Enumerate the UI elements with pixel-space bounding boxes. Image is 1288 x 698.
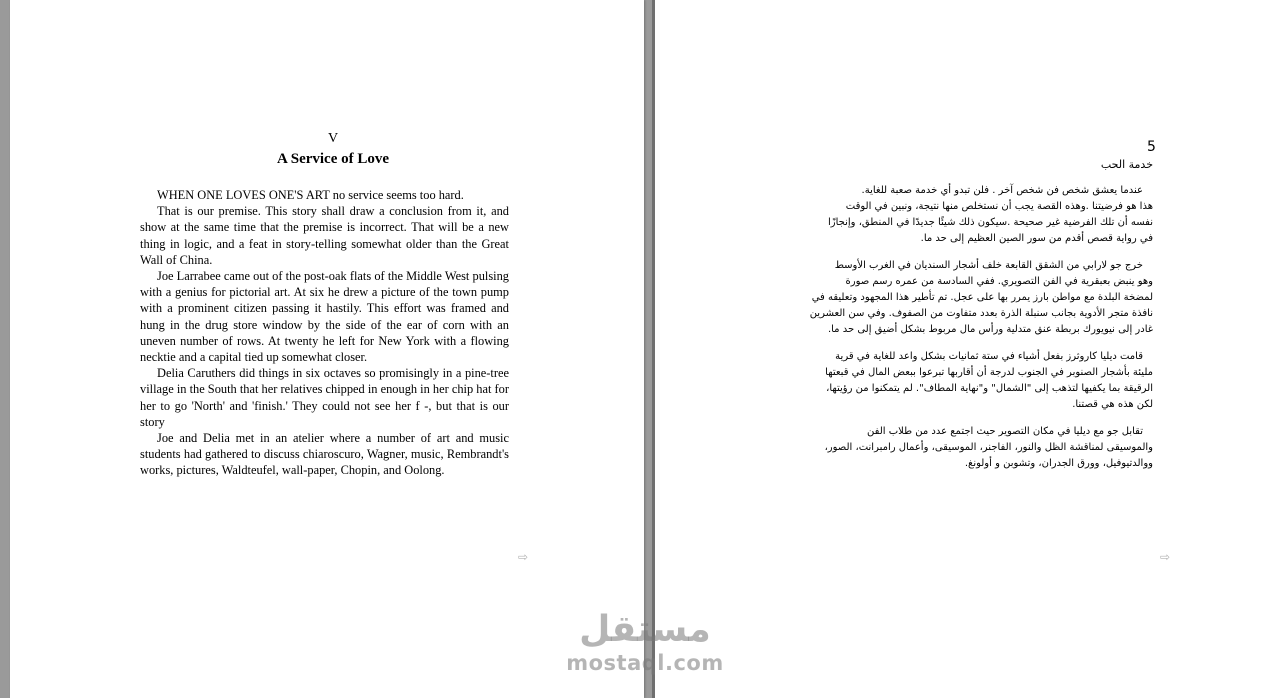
- arabic-line: مليئة بأشجار الصنوبر في الجنوب لدرجة أن أقاربها تبرعوا ببعض المال في قبعتها: [825, 367, 1153, 378]
- arabic-line: لمضخة البلدة مع مواطن بارز يمرر بها على عجل. تم تأطير هذا المجهود وتعليقه في: [811, 292, 1153, 303]
- page-number: 5: [1147, 139, 1156, 155]
- paragraph-mark-icon: ⇨: [518, 550, 529, 564]
- arabic-line: تقابل جو مع ديليا في مكان التصوير حيث اجتمع عدد من طلاب الفن: [867, 426, 1143, 437]
- arabic-line: خرج جو لارابي من الشقق القابعة خلف أشجار السنديان في الغرب الأوسط: [834, 260, 1143, 271]
- english-text-body: [140, 187, 509, 479]
- arabic-line: ووالدتيوفيل، وورق الجدران، وتشوبن و أولونغ.: [964, 458, 1153, 469]
- arabic-text-body: [783, 183, 1153, 483]
- arabic-line: عندما يعشق شخص فن شخص آخر . فلن تبدو أي خدمة صعبة للغاية.: [861, 185, 1143, 196]
- arabic-line: هذا هو فرضيتنا .وهذه القصة يجب أن نستخلص منها نتيجة، ونبين في الوقت: [845, 201, 1153, 212]
- arabic-paragraph: [783, 183, 1153, 247]
- english-paragraph: Joe Larrabee came out of the post-oak flats of the Middle West pulsing with a genius for pictorial art. At six he drew a picture of the town pump with a prominent citizen passing it hastily. This effort was framed and hung in the drug store window by the side of the ear of corn with an uneven number of rows. At twenty he left for New York with a flowing necktie and a capital tied up somewhat closer.: [140, 269, 509, 365]
- watermark-latin-text: mostaql.com: [566, 651, 724, 675]
- arabic-line: لكن هذه هي قصتنا.: [1072, 399, 1153, 410]
- arabic-line: الرقيقة بما يكفيها لتذهب إلى "الشمال" و"نهاية المطاف". لم يتمكنوا من رؤيتها،: [826, 383, 1153, 394]
- mostaql-watermark: [560, 608, 730, 674]
- chapter-title: A Service of Love: [276, 151, 390, 167]
- arabic-paragraph: [783, 424, 1153, 472]
- chapter-number: V: [327, 131, 339, 146]
- arabic-line: والموسيقى لمناقشة الظل والنور، الفاجنر، الموسيقى، وأعمال رامبرانت، الصور،: [824, 442, 1153, 453]
- arabic-line: قامت ديليا كاروثرز بفعل أشياء في ستة ثمانيات بشكل واعد للغاية في قرية: [835, 351, 1143, 362]
- arabic-paragraph: [783, 258, 1153, 338]
- arabic-line: نافذة متجر الأدوية بجانب سنبلة الذرة بعدد متفاوت من الصفوف. وفي سن العشرين: [809, 308, 1153, 319]
- right-document-page: [652, 0, 1288, 698]
- english-paragraph: That is our premise. This story shall draw a conclusion from it, and show at the same time that the premise is incorrect. That will be a new thing in logic, and a feat in story-telling somewhat older than the Great Wall of China.: [140, 204, 509, 267]
- english-paragraph: Delia Caruthers did things in six octaves so promisingly in a pine-tree village in the South that her relatives chipped in enough in her chip hat for her to go 'North' and 'finish.' They could not see her f -, but that is our story: [140, 366, 509, 429]
- left-document-page: [10, 0, 644, 698]
- english-paragraph: WHEN ONE LOVES ONE'S ART no service seems too hard.: [157, 188, 464, 202]
- arabic-line: نفسه أن تلك الفرضية غير صحيحة .سيكون ذلك شيئًا جديدًا في المنطق، وإنجازًا: [828, 217, 1153, 228]
- paragraph-mark-icon: ⇨: [1160, 550, 1171, 564]
- arabic-line: في رواية قصص أقدم من سور الصين العظيم إلى حد ما.: [920, 233, 1153, 244]
- arabic-line: غادر إلى نيويورك بربطة عنق متدلية ورأس مال مربوط بشكل أضيق إلى حد ما.: [827, 324, 1153, 335]
- arabic-title: خدمة الحب: [1100, 158, 1153, 171]
- arabic-paragraph: [783, 349, 1153, 413]
- english-paragraph: Joe and Delia met in an atelier where a number of art and music students had gathered to discuss chiaroscuro, Wagner, music, Rembrandt's works, pictures, Waldteufel, wall-paper, Chopin, and Oolong.: [140, 431, 509, 478]
- arabic-line: وهو ينبض بعبقرية في الفن التصويري. ففي السادسة من عمره رسم صورة: [845, 276, 1153, 287]
- watermark-arabic-text: مستقل: [579, 609, 711, 650]
